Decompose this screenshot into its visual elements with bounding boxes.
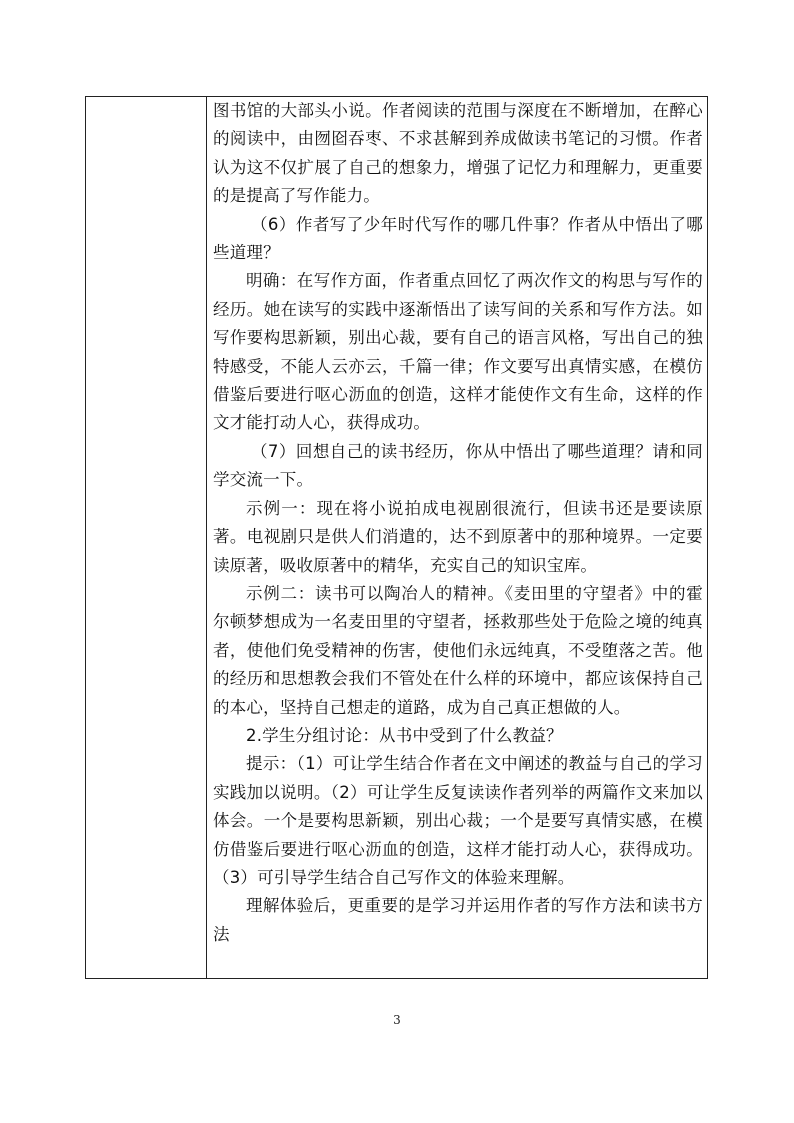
question-6: （6）作者写了少年时代写作的哪几件事？作者从中悟出了哪些道理？ xyxy=(213,214,703,263)
question-7: （7）回想自己的读书经历，你从中悟出了哪些道理？请和同学交流一下。 xyxy=(213,441,703,490)
hint-paragraph: 提示：（1）可让学生结合作者在文中阐述的教益与自己的学习实践加以说明。（2）可让学生反复读读作者列举的两篇作文来加以体会。一个是要构思新颖，别出心裁；一个是要写真情实感，在模仿借鉴后要进行呕心沥血的创造，这样才能打动人心，获得成功。（3）可引导学生结合自己写作文的体验来理解。 xyxy=(213,754,703,887)
group-discussion-item: 2.学生分组讨论：从书中受到了什么教益？ xyxy=(246,725,563,745)
lesson-table xyxy=(85,96,708,979)
answer-6: 明确：在写作方面，作者重点回忆了两次作文的构思与写作的经历。她在读写的实践中逐渐悟出了读写间的关系和写作方法。如写作要构思新颖，别出心裁，要有自己的语言风格，写出自己的独特感受，不能人云亦云，千篇一律；作文要写出真情实感，在模仿借鉴后要进行呕心沥血的创造，这样才能使作文有生命，这样的作文才能打动人心，获得成功。 xyxy=(213,271,703,433)
closing-paragraph: 理解体验后，更重要的是学习并运用作者的写作方法和读书方法 xyxy=(213,896,703,944)
left-column-cell xyxy=(86,97,207,978)
example-two: 示例二：读书可以陶冶人的精神。《麦田里的守望者》中的霍尔顿梦想成为一名麦田里的守望者，拯救那些处于危险之境的纯真者，使他们免受精神的伤害，使他们永远纯真，不受堕落之苦。他的经历和思想教会我们不管处在什么样的环境中，都应该保持自己的本心，坚持自己想走的道路，成为自己真正想做的人。 xyxy=(213,583,703,717)
paragraph-reading-summary: 图书馆的大部头小说。作者阅读的范围与深度在不断增加，在醉心的阅读中，由囫囵吞枣、不求甚解到养成做读书笔记的习惯。作者认为这不仅扩展了自己的想象力，增强了记忆力和理解力，更重要的是提高了写作能力。 xyxy=(213,101,703,206)
page-number: 3 xyxy=(393,1013,401,1027)
example-one: 示例一：现在将小说拍成电视剧很流行，但读书还是要读原著。电视剧只是供人们消遣的，达不到原著中的那种境界。一定要读原著，吸收原著中的精华，充实自己的知识宝库。 xyxy=(213,498,703,575)
content-cell xyxy=(207,97,707,978)
